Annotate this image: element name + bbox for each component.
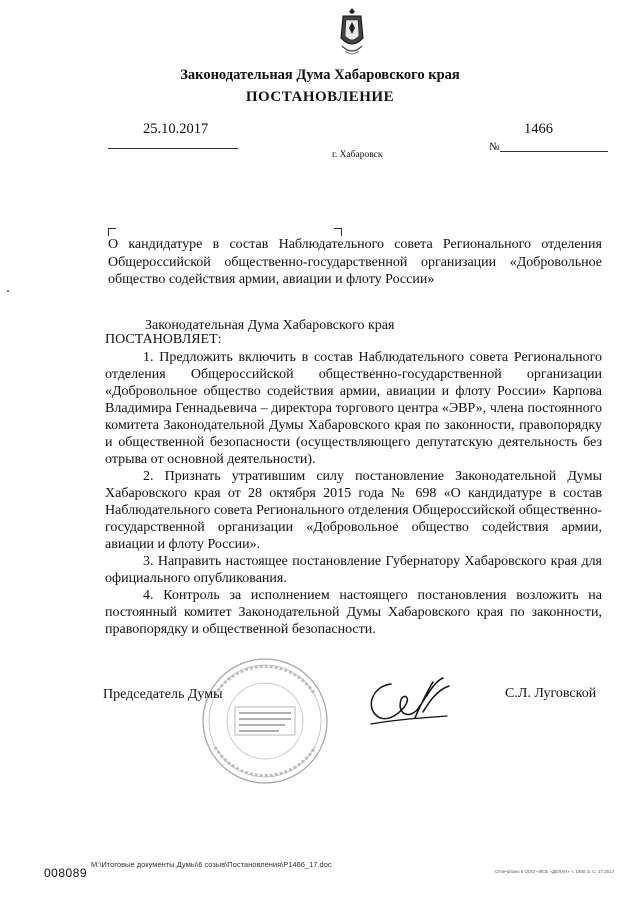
- handwritten-signature: [363, 672, 455, 732]
- document-subject: О кандидатуре в состав Наблюдательного совета Регионального отделения Общероссийской общественно-государственной организации «Добровольное общество содействия армии, авиации и флоту России»: [108, 237, 602, 287]
- resolves-heading: ПОСТАНОВЛЯЕТ:: [105, 332, 222, 347]
- signatory-name: С.Л. Луговской: [505, 686, 597, 701]
- document-type-heading: ПОСТАНОВЛЕНИЕ: [245, 89, 395, 105]
- subject-corner-left: [108, 228, 116, 236]
- registration-number: 008089: [44, 866, 88, 880]
- clauses-list: [105, 349, 602, 638]
- date-underline: [108, 148, 238, 149]
- organization-title: Законодательная Дума Хабаровского края: [180, 67, 460, 83]
- clause-4: 4. Контроль за исполнением настоящего постановления возложить на постоянный комитет Законодательной Думы Хабаровского края по законности, правопорядку и общественной безопасности.: [105, 588, 602, 637]
- number-label: №: [489, 141, 500, 153]
- subject-corner-right: [334, 228, 342, 236]
- file-path: M:\Итоговые документы Думы\6 созыв\Постановления\P1466_17.doc: [91, 860, 332, 869]
- coat-of-arms-emblem: [334, 6, 370, 62]
- document-number: 1466: [524, 121, 553, 137]
- clause-2: 2. Признать утратившим силу постановление Законодательной Думы Хабаровского края от 28 октября 2015 года № 698 «О кандидатуре в состав Наблюдательного совета Регионального отделения Общероссийской общественно-государственной организации «Добровольное общество содействия армии, авиации и флоту России».: [105, 469, 602, 552]
- print-info: Отпечатано в ООО «ФСЕ «ДЕЛАН» т. 1400 Э. С. 17.2017: [495, 869, 615, 874]
- official-seal-stamp: [195, 655, 335, 787]
- number-underline: [500, 151, 608, 152]
- body-intro: Законодательная Дума Хабаровского края: [145, 318, 395, 333]
- city-label: г. Хабаровск: [332, 150, 383, 160]
- document-date: 25.10.2017: [143, 121, 209, 137]
- clause-3: 3. Направить настоящее постановление Губернатору Хабаровского края для официального опубликования.: [105, 554, 602, 586]
- signatory-role: Председатель Думы: [103, 687, 223, 702]
- scan-speck: [7, 290, 9, 292]
- clause-1: 1. Предложить включить в состав Наблюдательного совета Регионального отделения Общероссийской общественно-государственной организации «Добровольное общество содействия армии, авиации и флоту России» Карпова Владимира Геннадьевича – директора торгового центра «ЭВР», члена постоянного комитета Законодательной Думы Хабаровского края по законности, правопорядку и общественной безопасности (осуществляющего депутатскую деятельность без отрыва от основной деятельности).: [105, 350, 602, 467]
